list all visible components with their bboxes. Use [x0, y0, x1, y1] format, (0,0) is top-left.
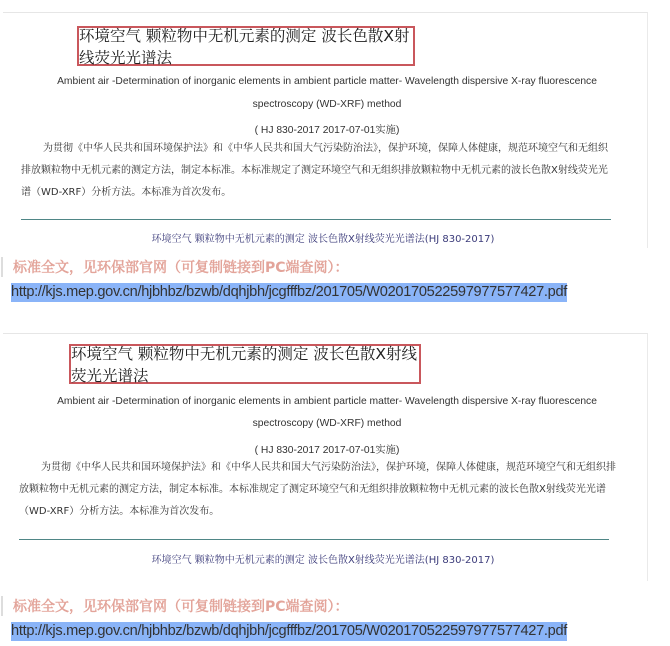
- english-title-line1: Ambient air -Determination of inorganic elements in ambient particle matter- Wavelength dispersive X-ray fluorescence: [57, 396, 597, 407]
- standard-code: ( HJ 830-2017 2017-07-01实施): [254, 125, 400, 136]
- standard-description: 为贯彻《中华人民共和国环境保护法》和《中华人民共和国大气污染防治法》，保护环境，保障人体健康，规范环境空气和无组织排放颗粒物中无机元素的测定方法，制定本标准。本标准规定了测定环境空气和无组织排放颗粒物中无机元素的波长色散X射线荧光光谱（WD-XRF）分析方法。本标准为首次发布。: [21, 143, 608, 198]
- standard-title: 环境空气 颗粒物中无机元素的测定 波长色散X射线荧光光谱法: [69, 344, 421, 384]
- standard-description: 为贯彻《中华人民共和国环境保护法》和《中华人民共和国大气污染防治法》，保护环境，保障人体健康，规范环境空气和无组织排放颗粒物中无机元素的测定方法，制定本标准。本标准规定了测定环境空气和无组织排放颗粒物中无机元素的波长色散X射线荧光光谱（WD-XRF）分析方法。本标准为首次发布。: [19, 462, 616, 517]
- standard-code: ( HJ 830-2017 2017-07-01实施): [254, 445, 400, 456]
- english-title-line1: Ambient air -Determination of inorganic elements in ambient particle matter- Wavelength dispersive X-ray fluorescence: [57, 76, 597, 87]
- standard-image-2: [3, 333, 648, 581]
- divider: [19, 539, 609, 540]
- caption: 标准全文，见环保部官网（可复制链接到PC端查阅）：: [1, 257, 349, 277]
- standard-link[interactable]: http://kjs.mep.gov.cn/hjbhbz/bzwb/dqhjbh/jcgfffbz/201705/W020170522597977577427.pdf: [11, 284, 568, 300]
- standard-link[interactable]: http://kjs.mep.gov.cn/hjbhbz/bzwb/dqhjbh/jcgfffbz/201705/W020170522597977577427.pdf: [11, 623, 568, 639]
- caption: 标准全文，见环保部官网（可复制链接到PC端查阅）：: [1, 596, 349, 616]
- english-title-line2: spectroscopy (WD-XRF) method: [252, 418, 402, 429]
- divider: [21, 219, 611, 220]
- standard-image-1: [3, 12, 648, 248]
- standard-title: 环境空气 颗粒物中无机元素的测定 波长色散X射线荧光光谱法: [77, 26, 415, 66]
- english-title-line2: spectroscopy (WD-XRF) method: [252, 99, 402, 110]
- standard-footer: 环境空气 颗粒物中无机元素的测定 波长色散X射线荧光光谱法(HJ 830-2017): [151, 234, 495, 245]
- standard-footer: 环境空气 颗粒物中无机元素的测定 波长色散X射线荧光光谱法(HJ 830-2017): [151, 555, 495, 566]
